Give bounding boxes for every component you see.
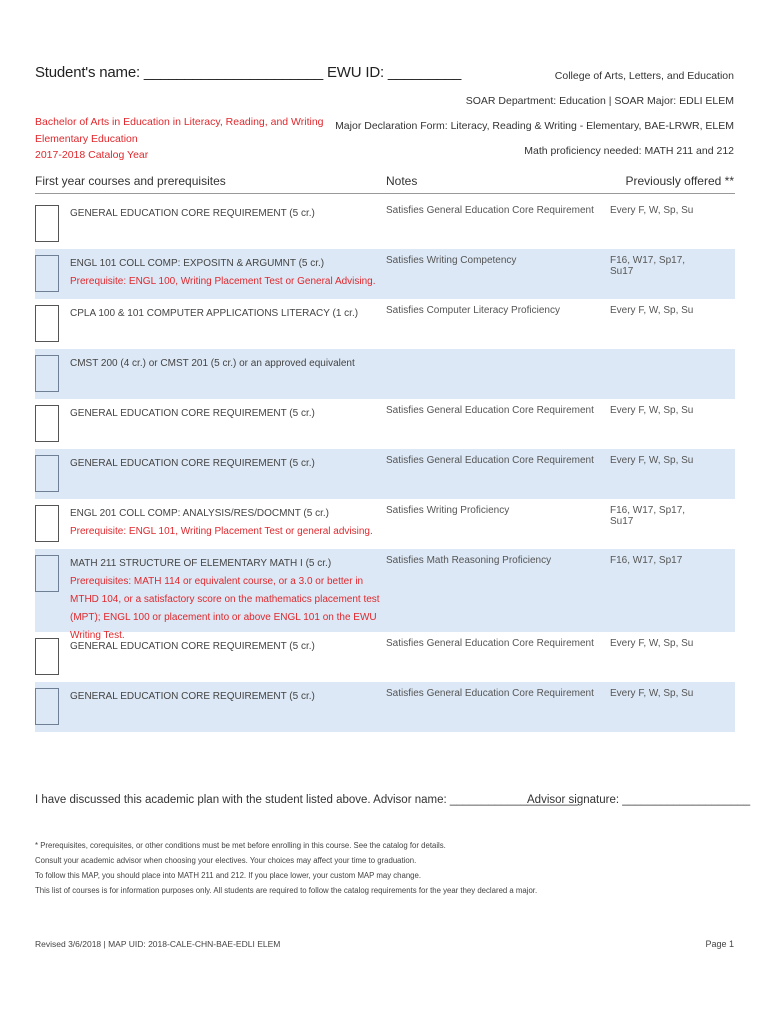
footnote: * Prerequisites, corequisites, or other conditions must be met before enrolling in this course. See the catalog for details. — [35, 841, 446, 850]
footnote: To follow this MAP, you should place into MATH 211 and 212. If you place lower, your custom MAP may change. — [35, 871, 422, 880]
course-title: GENERAL EDUCATION CORE REQUIREMENT (5 cr.) — [70, 691, 315, 702]
course-title: MATH 211 STRUCTURE OF ELEMENTARY MATH I (5 cr.) — [70, 558, 332, 569]
course-row — [35, 682, 735, 732]
course-prerequisite: Prerequisite: ENGL 100, Writing Placement Test or General Advising. — [70, 276, 376, 287]
course-cell — [70, 405, 380, 423]
revision-info: Revised 3/6/2018 | MAP UID: 2018-CALE-CHN-BAE-EDLI ELEM — [35, 939, 281, 949]
column-header-courses: First year courses and prerequisites — [35, 174, 226, 188]
course-title: ENGL 101 COLL COMP: EXPOSITN & ARGUMNT (5 cr.) — [70, 258, 325, 269]
catalog-year: 2017-2018 Catalog Year — [35, 149, 149, 161]
course-checkbox[interactable] — [35, 205, 59, 242]
student-name-line: Student's name: ______________________ EWU ID: _________ — [35, 64, 462, 81]
course-offered: Every F, W, Sp, Su — [610, 455, 694, 466]
course-note: Satisfies General Education Core Requirement — [386, 205, 594, 216]
form-title: Major Declaration Form: Literacy, Reading & Writing - Elementary, BAE-LRWR, ELEM — [335, 120, 734, 132]
course-checkbox[interactable] — [35, 505, 59, 542]
course-cell — [70, 305, 380, 323]
course-cell — [70, 255, 380, 291]
course-offered: F16, W17, Sp17, Su17 — [610, 505, 686, 527]
course-row — [35, 632, 735, 682]
course-checkbox[interactable] — [35, 405, 59, 442]
course-cell — [70, 688, 380, 706]
course-title: CPLA 100 & 101 COMPUTER APPLICATIONS LITERACY (1 cr.) — [70, 308, 359, 319]
program-major: Elementary Education — [35, 132, 138, 145]
course-cell — [70, 505, 380, 541]
course-offered: Every F, W, Sp, Su — [610, 405, 694, 416]
course-cell — [70, 455, 380, 473]
course-row — [35, 549, 735, 641]
course-offered: Every F, W, Sp, Su — [610, 305, 694, 316]
course-cell — [70, 205, 380, 223]
course-note: Satisfies General Education Core Requirement — [386, 455, 594, 466]
header-divider — [35, 193, 735, 194]
course-offered: F16, W17, Sp17, Su17 — [610, 255, 686, 277]
course-offered: Every F, W, Sp, Su — [610, 638, 694, 649]
advisor-name-line: I have discussed this academic plan with the student listed above. Advisor name: ____________________ — [35, 794, 578, 806]
footnote: Consult your academic advisor when choosing your electives. Your choices may affect your time to graduation. — [35, 856, 417, 865]
course-note: Satisfies General Education Core Requirement — [386, 638, 594, 649]
course-note: Satisfies General Education Core Requirement — [386, 688, 594, 699]
department-info: SOAR Department: Education | SOAR Major: EDLI ELEM — [465, 95, 734, 107]
column-header-offered: Previously offered ** — [625, 174, 734, 188]
course-row — [35, 349, 735, 399]
column-header-notes: Notes — [386, 174, 418, 188]
course-row — [35, 499, 735, 549]
footnote: This list of courses is for information purposes only. All students are required to follow the catalog requirements for the year they declared a major. — [35, 886, 538, 895]
course-title: CMST 200 (4 cr.) or CMST 201 (5 cr.) or an approved equivalent — [70, 358, 355, 369]
course-checkbox[interactable] — [35, 305, 59, 342]
course-row — [35, 449, 735, 499]
course-row — [35, 249, 735, 299]
course-checkbox[interactable] — [35, 355, 59, 392]
course-prerequisite: Prerequisite: ENGL 101, Writing Placement Test or general advising. — [70, 526, 373, 537]
course-note: Satisfies Math Reasoning Proficiency — [386, 555, 552, 566]
course-title: ENGL 201 COLL COMP: ANALYSIS/RES/DOCMNT (5 cr.) — [70, 508, 329, 519]
course-checkbox[interactable] — [35, 688, 59, 725]
course-title: GENERAL EDUCATION CORE REQUIREMENT (5 cr.) — [70, 458, 315, 469]
course-offered: Every F, W, Sp, Su — [610, 205, 694, 216]
course-row — [35, 399, 735, 449]
course-checkbox[interactable] — [35, 455, 59, 492]
course-offered: F16, W17, Sp17 — [610, 555, 683, 566]
program-info — [35, 114, 324, 164]
course-row — [35, 199, 735, 249]
course-title: GENERAL EDUCATION CORE REQUIREMENT (5 cr.) — [70, 641, 315, 652]
course-offered: Every F, W, Sp, Su — [610, 688, 694, 699]
page-number: Page 1 — [705, 939, 734, 949]
course-cell — [70, 638, 380, 656]
course-prerequisite: Prerequisites: MATH 114 or equivalent course, or a 3.0 or better in MTHD 104, or a satisfactory score on the mathematics placement test (MPT); ENGL 100 or placement into or above ENGL 101 on the EWU Writing Test. — [70, 576, 380, 641]
header-info — [314, 64, 734, 164]
course-note: Satisfies Writing Competency — [386, 255, 517, 266]
advisor-signature-line: Advisor signature: ____________________ — [527, 794, 751, 806]
course-checkbox[interactable] — [35, 638, 59, 675]
course-title: GENERAL EDUCATION CORE REQUIREMENT (5 cr.) — [70, 208, 315, 219]
course-table — [35, 199, 735, 732]
course-note: Satisfies Computer Literacy Proficiency — [386, 305, 560, 316]
course-note: Satisfies Writing Proficiency — [386, 505, 510, 516]
course-row — [35, 299, 735, 349]
college-name: College of Arts, Letters, and Education — [554, 70, 734, 82]
course-checkbox[interactable] — [35, 555, 59, 592]
footnotes — [35, 838, 537, 898]
course-checkbox[interactable] — [35, 255, 59, 292]
program-degree: Bachelor of Arts in Education in Literacy, Reading, and Writing — [35, 116, 324, 128]
math-proficiency: Math proficiency needed: MATH 211 and 212 — [524, 145, 734, 157]
course-title: GENERAL EDUCATION CORE REQUIREMENT (5 cr.) — [70, 408, 315, 419]
course-note: Satisfies General Education Core Requirement — [386, 405, 594, 416]
course-cell — [70, 355, 490, 373]
